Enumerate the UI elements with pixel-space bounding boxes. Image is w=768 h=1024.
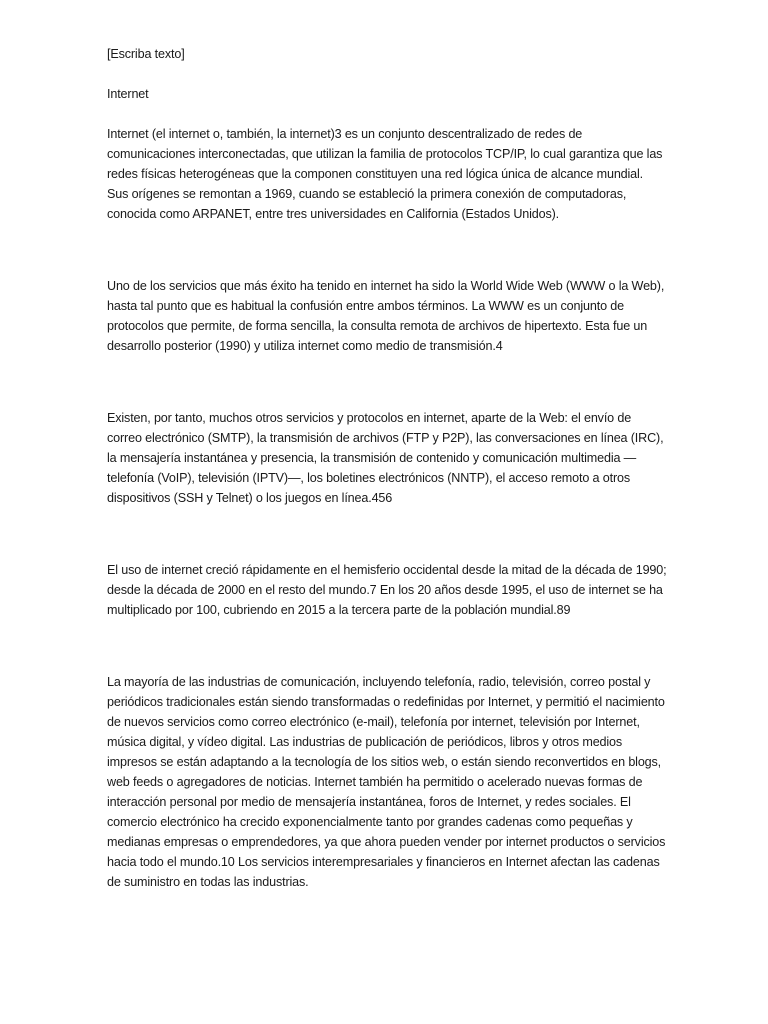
- document-body: [107, 44, 667, 892]
- paragraph-world-wide-web: Uno de los servicios que más éxito ha tenido en internet ha sido la World Wide Web (WWW o la Web), hasta tal punto que es habitual la confusión entre ambos términos. La WWW es un conjunto de protocolos que permite, de forma sencilla, la consulta remota de archivos de hipertexto. Esta fue un desarrollo posterior (1990) y utiliza internet como medio de transmisión.4: [107, 279, 665, 353]
- paragraph-internet-growth: El uso de internet creció rápidamente en el hemisferio occidental desde la mitad de la década de 1990; desde la década de 2000 en el resto del mundo.7 En los 20 años desde 1995, el uso de internet se ha multiplicado por 100, cubriendo en 2015 a la tercera parte de la población mundial.89: [107, 563, 667, 617]
- paragraph-industry-impact: La mayoría de las industrias de comunicación, incluyendo telefonía, radio, televisión, correo postal y periódicos tradicionales están siendo transformadas o redefinidas por Internet, y permitió el nacimiento de nuevos servicios como correo electrónico (e-mail), telefonía por internet, televisión por Internet, música digital, y vídeo digital. Las industrias de publicación de periódicos, libros y otros medios impresos se están adaptando a la tecnología de los sitios web, o están siendo reconvertidos en blogs, web feeds o agregadores de noticias. Internet también ha permitido o acelerado nuevas formas de interacción personal por medio de mensajería instantánea, foros de Internet, y redes sociales. El comercio electrónico ha crecido exponencialmente tanto por grandes cadenas como pequeñas y medianas empresas o emprendedores, ya que ahora pueden vender por internet productos o servicios hacia todo el mundo.10 Los servicios interempresariales y financieros en Internet afectan las cadenas de suministro en todas las industrias.: [107, 675, 666, 889]
- paragraph-definition: Internet (el internet o, también, la internet)3 es un conjunto descentralizado de redes de comunicaciones interconectadas, que utilizan la familia de protocolos TCP/IP, lo cual garantiza que las redes físicas heterogéneas que la componen constituyen una red lógica única de alcance mundial. Sus orígenes se remontan a 1969, cuando se estableció la primera conexión de computadoras, conocida como ARPANET, entre tres universidades en California (Estados Unidos).: [107, 127, 663, 221]
- header-placeholder-text: [Escriba texto]: [107, 47, 185, 61]
- paragraph-services-protocols: Existen, por tanto, muchos otros servicios y protocolos en internet, aparte de la Web: el envío de correo electrónico (SMTP), la transmisión de archivos (FTP y P2P), las conversaciones en línea (IRC), la mensajería instantánea y presencia, la transmisión de contenido y comunicación multimedia —telefonía (VoIP), televisión (IPTV)—, los boletines electrónicos (NNTP), el acceso remoto a otros dispositivos (SSH y Telnet) o los juegos en línea.456: [107, 411, 664, 505]
- document-title: Internet: [107, 87, 149, 101]
